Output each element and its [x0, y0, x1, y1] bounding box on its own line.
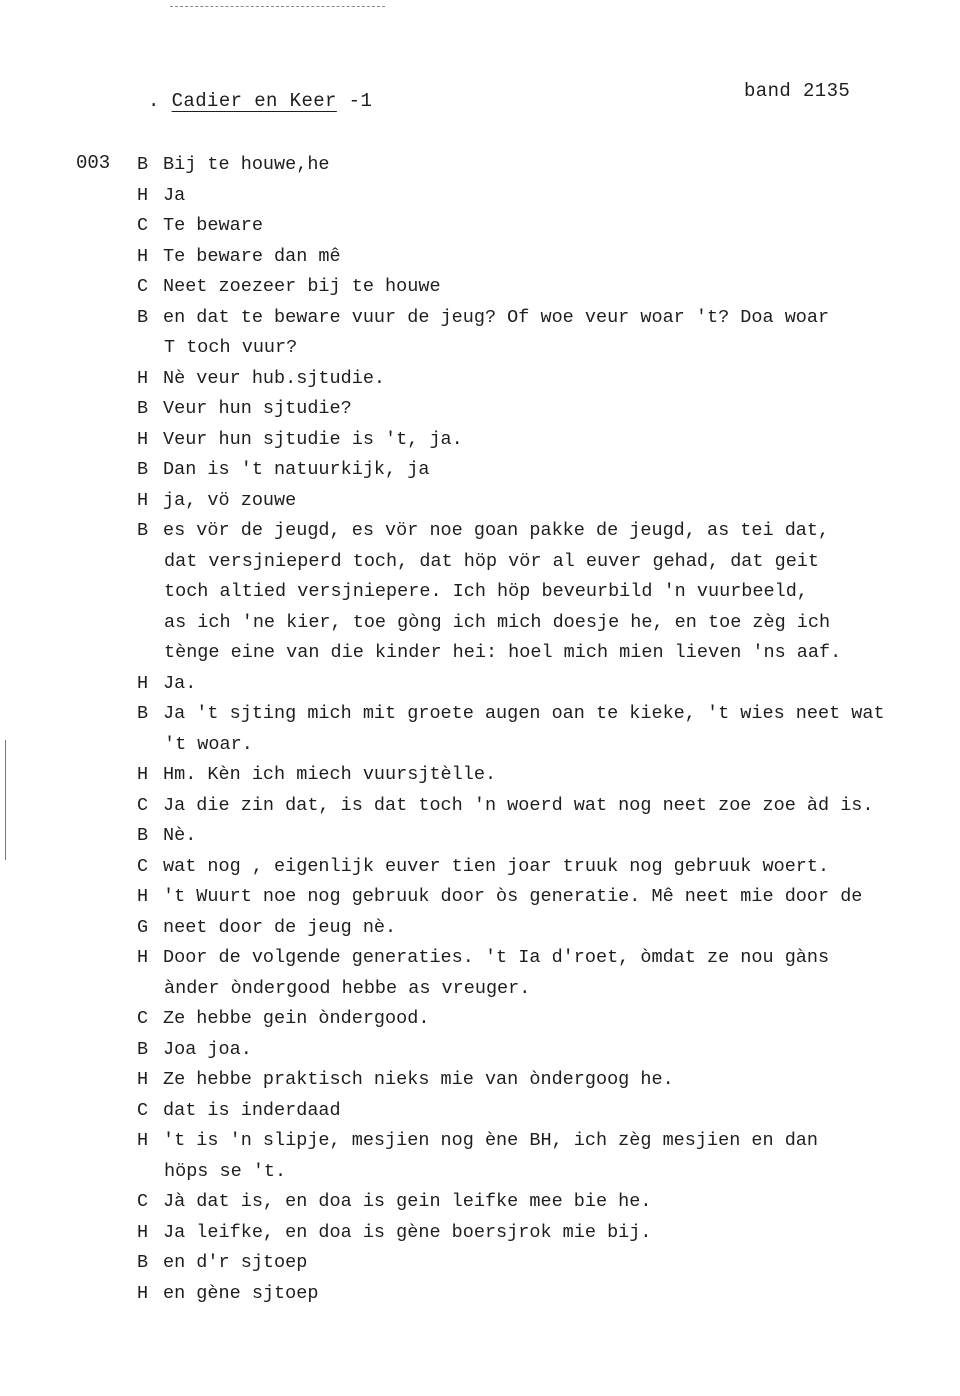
utterance [163, 1035, 252, 1066]
utterance-line: 't Wuurt noe nog gebruuk door òs generatie. Mê neet mie door de [163, 886, 863, 907]
speaker-label: G [137, 916, 149, 938]
utterance-line: neet door de jeug nè. [163, 916, 397, 938]
transcript-entry [137, 1187, 960, 1218]
utterance [163, 699, 885, 760]
speaker-label: C [137, 794, 149, 816]
title-prefix: . [148, 90, 160, 112]
title-suffix: -1 [336, 90, 373, 112]
transcript-entry [137, 1248, 960, 1279]
transcript-entry [137, 1279, 960, 1310]
speaker-label: H [137, 947, 149, 968]
transcript-entry [137, 882, 960, 913]
utterance [163, 425, 463, 456]
speaker-label: H [137, 764, 149, 785]
margin-mark [5, 740, 6, 860]
transcript-entry [137, 181, 960, 212]
utterance-line: Ze hebbe praktisch nieks mie van òndergoog he. [163, 1069, 674, 1090]
utterance-line: dat is inderdaad [163, 1099, 341, 1121]
transcript-entry [137, 425, 960, 456]
transcript-entry [137, 242, 960, 273]
transcript-entry [137, 791, 960, 822]
utterance-line: Ja leifke, en doa is gène boersjrok mie bij. [163, 1221, 652, 1243]
utterance [163, 852, 829, 883]
transcript-entry [137, 272, 960, 303]
transcript-entry [137, 303, 960, 364]
utterance-line: Nè. [163, 825, 197, 846]
scan-artifact-marks [170, 6, 385, 8]
utterance [163, 913, 396, 944]
utterance [163, 821, 196, 852]
speaker-label: B [137, 1038, 149, 1060]
transcript-entry [137, 913, 960, 944]
utterance [163, 669, 196, 700]
utterance [163, 1004, 429, 1035]
utterance [163, 943, 829, 1004]
utterance [163, 1065, 674, 1096]
speaker-label: H [137, 367, 149, 389]
speaker-label: C [137, 215, 149, 236]
speaker-label: B [137, 825, 149, 846]
utterance [163, 486, 296, 517]
speaker-label: B [137, 398, 149, 419]
speaker-label: H [137, 184, 149, 206]
transcript-entry [137, 760, 960, 791]
utterance-line: dat versjnieperd toch, dat höp vör al euver gehad, dat geit [164, 550, 820, 572]
transcript-entry [137, 150, 960, 181]
speaker-label: H [137, 1069, 149, 1090]
utterance-line: Jà dat is, en doa is gein leifke mee bie he. [163, 1191, 652, 1212]
speaker-label: C [137, 1191, 149, 1212]
transcript-entry [137, 1004, 960, 1035]
utterance [163, 211, 263, 242]
transcript-entry [137, 1035, 960, 1066]
utterance [163, 1126, 818, 1187]
utterance-line: höps se 't. [164, 1160, 287, 1182]
utterance [163, 394, 352, 425]
utterance-line: Dan is 't natuurkijk, ja [163, 459, 430, 480]
transcript-entry [137, 699, 960, 760]
speaker-label: H [137, 672, 149, 694]
utterance [163, 242, 341, 273]
title-underlined: Cadier en Keer [171, 90, 337, 112]
speaker-label: H [137, 245, 149, 267]
utterance-line: Veur hun sjtudie? [163, 398, 352, 419]
utterance-line: Ze hebbe gein òndergood. [163, 1008, 430, 1029]
utterance-line: Te beware [163, 215, 263, 236]
utterance-line: Ja 't sjting mich mit groete augen oan te kieke, 't wies neet wat [163, 703, 885, 724]
transcript-entry [137, 455, 960, 486]
utterance-line: Door de volgende generaties. 't Ia d'roet, òmdat ze nou gàns [163, 947, 830, 968]
transcript-entry [137, 394, 960, 425]
transcript-entry [137, 211, 960, 242]
utterance [163, 272, 441, 303]
transcript-list [137, 150, 960, 1309]
transcript-entry [137, 1065, 960, 1096]
utterance [163, 181, 185, 212]
transcript-entry [137, 1126, 960, 1187]
utterance [163, 1187, 651, 1218]
utterance-line: as ich 'ne kier, toe gòng ich mich doesje he, en toe zèg ich [164, 611, 831, 633]
utterance [163, 760, 496, 791]
utterance-line: Te beware dan mê [163, 245, 341, 267]
utterance-line: ànder òndergood hebbe as vreuger. [164, 977, 531, 999]
utterance [163, 1279, 318, 1310]
speaker-label: H [137, 886, 149, 907]
utterance-line: Ja die zin dat, is dat toch 'n woerd wat nog neet zoe zoe àd is. [163, 794, 874, 816]
utterance-line: Joa joa. [163, 1038, 252, 1060]
speaker-label: H [137, 428, 149, 450]
utterance [163, 364, 385, 395]
speaker-label: C [137, 855, 149, 877]
speaker-label: B [137, 306, 149, 328]
utterance-line: toch altied versjniepere. Ich höp beveurbild 'n vuurbeeld, [164, 581, 808, 602]
utterance-line: en d'r sjtoep [163, 1252, 308, 1273]
speaker-label: H [137, 1282, 149, 1304]
speaker-label: H [137, 1221, 149, 1243]
speaker-label: H [137, 1130, 149, 1151]
transcript-entry [137, 486, 960, 517]
utterance [163, 303, 829, 364]
utterance-line: Veur hun sjtudie is 't, ja. [163, 428, 463, 450]
speaker-label: B [137, 703, 149, 724]
speaker-label: B [137, 520, 149, 541]
utterance-line: wat nog , eigenlijk euver tien joar truuk nog gebruuk woert. [163, 855, 830, 877]
transcript-entry [137, 364, 960, 395]
transcript-entry [137, 669, 960, 700]
speaker-label: C [137, 276, 149, 297]
speaker-label: B [137, 459, 149, 480]
transcript-entry [137, 516, 960, 669]
utterance [163, 882, 862, 913]
transcript-entry [137, 1096, 960, 1127]
utterance [163, 516, 841, 669]
transcript-entry [137, 1218, 960, 1249]
utterance [163, 1096, 341, 1127]
utterance-line: T toch vuur? [164, 337, 298, 358]
utterance-line: ja, vö zouwe [163, 489, 297, 511]
speaker-label: C [137, 1008, 149, 1029]
speaker-label: B [137, 1252, 149, 1273]
line-number: 003 [76, 152, 111, 174]
utterance-line: Bij te houwe,he [163, 154, 330, 175]
utterance-line: Ja. [163, 672, 197, 694]
utterance-line: es vör de jeugd, es vör noe goan pakke de jeugd, as tei dat, [163, 520, 830, 541]
band-number: band 2135 [744, 80, 851, 102]
utterance-line: en gène sjtoep [163, 1282, 319, 1304]
utterance-line: Nè veur hub.sjtudie. [163, 367, 386, 389]
utterance [163, 791, 874, 822]
utterance [163, 150, 330, 181]
utterance-line: tènge eine van die kinder hei: hoel mich mien lieven 'ns aaf. [164, 642, 842, 663]
utterance-line: Hm. Kèn ich miech vuursjtèlle. [163, 764, 497, 785]
utterance-line: Neet zoezeer bij te houwe [163, 276, 441, 297]
utterance-line: en dat te beware vuur de jeug? Of woe veur woar 't? Doa woar [163, 306, 830, 328]
speaker-label: C [137, 1099, 149, 1121]
utterance [163, 455, 429, 486]
utterance-line: 't is 'n slipje, mesjien nog ène BH, ich zèg mesjien en dan [163, 1130, 819, 1151]
speaker-label: H [137, 489, 149, 511]
utterance [163, 1218, 651, 1249]
speaker-label: B [137, 154, 149, 175]
utterance-line: 't woar. [164, 733, 253, 755]
document-title [148, 90, 372, 112]
transcript-entry [137, 943, 960, 1004]
utterance-line: Ja [163, 184, 186, 206]
transcript-entry [137, 852, 960, 883]
utterance [163, 1248, 307, 1279]
transcript-entry [137, 821, 960, 852]
